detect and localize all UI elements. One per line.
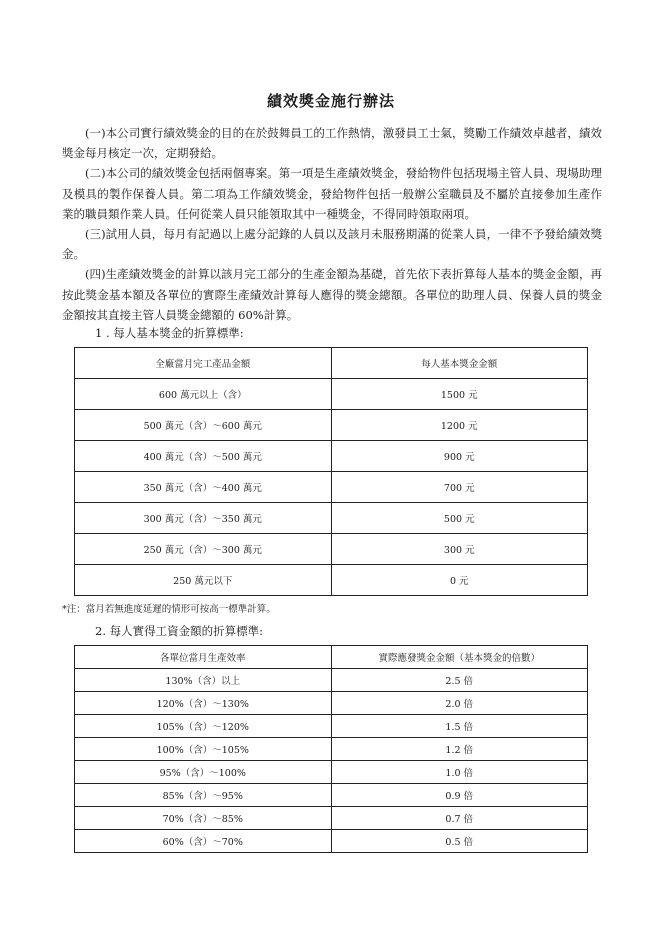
table-cell: 105%（含）～120% xyxy=(75,715,332,738)
table-cell: 0.9 倍 xyxy=(331,784,588,807)
efficiency-multiplier-table xyxy=(74,645,588,853)
paragraph-2: (二)本公司的績效獎金包括兩個專案。第一項是生產績效獎金，發給物件包括現場主管人員、現場助理及模具的製作保養人員。第二項為工作績效獎金，發給物件包括一般辦公室職員及不屬於直接參加生產作業的職員類作業人員。任何從業人員只能領取其中一種獎金，不得同時領取兩項。 xyxy=(62,166,602,221)
table-cell: 100%（含）～105% xyxy=(75,738,332,761)
paragraph-3: (三)試用人員，每月有記過以上處分記錄的人員以及該月未服務期滿的從業人員，一律不予發給績效獎金。 xyxy=(62,227,602,262)
table-cell: 300 萬元（含）～350 萬元 xyxy=(75,503,332,534)
table-row xyxy=(75,830,588,853)
paragraph-1: (一)本公司實行績效獎金的目的在於鼓舞員工的工作熱情，激發員工士氣，獎勵工作績效卓越者，績效獎金每月核定一次，定期發給。 xyxy=(62,126,602,161)
table-cell: 2.0 倍 xyxy=(331,692,588,715)
table-header-row xyxy=(75,348,588,379)
table-cell: 0.5 倍 xyxy=(331,830,588,853)
table-row xyxy=(75,441,588,472)
table-row xyxy=(75,738,588,761)
table-header-row xyxy=(75,646,588,669)
table-cell: 0 元 xyxy=(331,565,588,596)
table-row xyxy=(75,472,588,503)
table-row xyxy=(75,503,588,534)
document-title: 績效獎金施行辦法 xyxy=(266,92,395,110)
table-row xyxy=(75,410,588,441)
table-cell: 500 元 xyxy=(331,503,588,534)
table-row xyxy=(75,534,588,565)
table-cell: 300 元 xyxy=(331,534,588,565)
table-cell: 900 元 xyxy=(331,441,588,472)
table-cell: 130%（含）以上 xyxy=(75,669,332,692)
table-cell: 500 萬元（含）～600 萬元 xyxy=(75,410,332,441)
table-cell: 1200 元 xyxy=(331,410,588,441)
table-cell: 700 元 xyxy=(331,472,588,503)
table-cell: 1500 元 xyxy=(331,379,588,410)
section2-heading: 2. 每人實得工資金額的折算標準: xyxy=(95,624,264,638)
table-cell: 60%（含）～70% xyxy=(75,830,332,853)
table-row xyxy=(75,565,588,596)
table-row xyxy=(75,807,588,830)
table-cell: 1.5 倍 xyxy=(331,715,588,738)
section1-heading: 1 . 每人基本獎金的折算標準: xyxy=(95,326,244,340)
table-cell: 120%（含）～130% xyxy=(75,692,332,715)
table-row xyxy=(75,761,588,784)
table-row xyxy=(75,669,588,692)
body-text xyxy=(62,123,602,325)
table-header-cell: 各單位當月生產效率 xyxy=(75,646,332,669)
table-cell: 250 萬元（含）～300 萬元 xyxy=(75,534,332,565)
table-cell: 85%（含）～95% xyxy=(75,784,332,807)
table-row xyxy=(75,379,588,410)
table-header-cell: 全廠當月完工產品金額 xyxy=(75,348,332,379)
table-note: *注：當月若無進度延遲的情形可按高一標準計算。 xyxy=(62,604,276,615)
table-cell: 1.0 倍 xyxy=(331,761,588,784)
table-cell: 1.2 倍 xyxy=(331,738,588,761)
table-cell: 95%（含）～100% xyxy=(75,761,332,784)
table-row xyxy=(75,715,588,738)
table-header-cell: 每人基本獎金金額 xyxy=(331,348,588,379)
table-header-cell: 實際應發獎金金額（基本獎金的倍數） xyxy=(331,646,588,669)
table-cell: 2.5 倍 xyxy=(331,669,588,692)
table-row xyxy=(75,784,588,807)
table-row xyxy=(75,692,588,715)
table-cell: 70%（含）～85% xyxy=(75,807,332,830)
basic-bonus-table xyxy=(74,347,588,596)
table-cell: 600 萬元以上（含） xyxy=(75,379,332,410)
table-cell: 400 萬元（含）～500 萬元 xyxy=(75,441,332,472)
paragraph-4: (四)生產績效獎金的計算以該月完工部分的生產金額為基礎，首先依下表折算每人基本的獎金金額，再按此獎金基本額及各單位的實際生產績效計算每人應得的獎金總額。各單位的助理人員、保養人員的獎金金額按其直接主管人員獎金總額的 60%計算。 xyxy=(62,267,602,322)
table-cell: 0.7 倍 xyxy=(331,807,588,830)
table-cell: 350 萬元（含）～400 萬元 xyxy=(75,472,332,503)
table-cell: 250 萬元以下 xyxy=(75,565,332,596)
